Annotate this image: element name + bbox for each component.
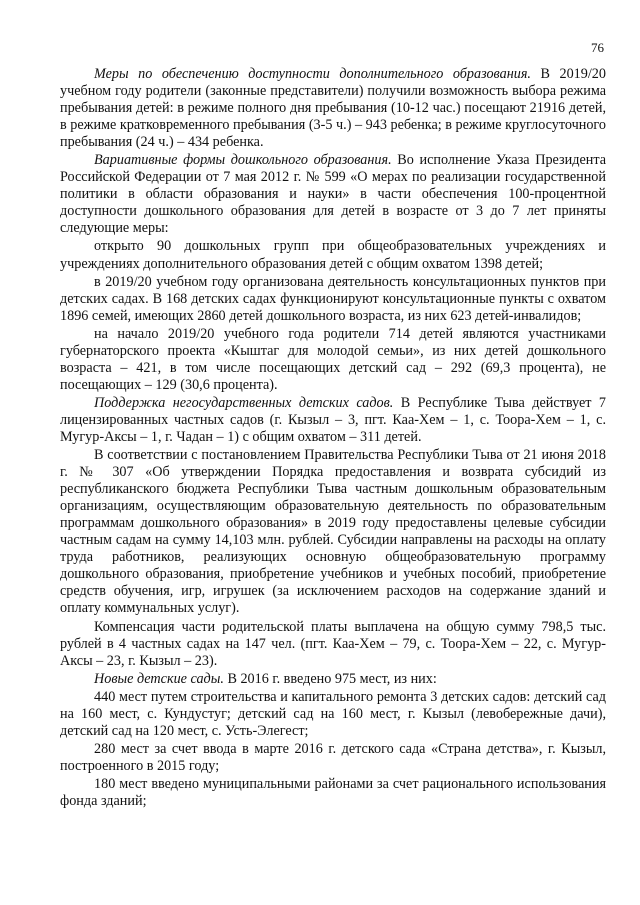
section-heading: Поддержка негосударственных детских садов. [94,394,394,411]
paragraph-text: Компенсация части родительской платы выплачена на общую сумму 798,5 тыс. рублей в 4 частных садах на 147 чел. (пгт. Каа-Хем – 79, с. Тоора-Хем – 22, с. Мугур-Аксы – 23, г. Кызыл – 23). [60,618,606,669]
paragraph-text: Во исполнение Указа Президента Российской Федерации от 7 мая 2012 г. № 599 «О мерах по реализации государственной политики в области образования и науки» в части обеспечения 100-процентной доступности дошкольного образования для детей в возрасте от 3 до 7 лет приняты следующие меры: [60,152,606,237]
paragraph [60,274,606,325]
paragraph [60,671,606,688]
paragraph [60,689,606,740]
paragraph [60,776,606,810]
section-heading: Вариативные формы дошкольного образования. [94,152,392,169]
paragraph [60,741,606,775]
paragraph [60,326,606,394]
paragraph-text: В соответствии с постановлением Правительства Республики Тыва от 21 июня 2018 г. № 307 «Об утверждении Порядка предоставления и возврата субсидий из республиканского бюджета Республики Тыва частным дошкольным образовательным организациям, осуществляющим образовательную деятельность по образовательным программам дошкольного образования» в 2019 году предоставлены целевые субсидии частным садам на сумму 14,103 млн. рублей. Субсидии направлены на расходы на оплату труда работников, реализующих основную общеобразовательную программу дошкольного образования, приобретение учебников и учебных пособий, приобретение средств обучения, игр, игрушек (за исключением расходов на содержание зданий и оплату коммунальных услуг). [60,447,606,617]
document-body [60,66,606,810]
paragraph-text: 180 мест введено муниципальными районами за счет рационального использования фонда зданий; [60,775,606,809]
section-heading: Меры по обеспечению доступности дополнительного образования. [94,66,531,82]
paragraph-text: открыто 90 дошкольных групп при общеобразовательных учреждениях и учреждениях дополнительного образования детей с общим охватом 1398 детей; [60,238,606,272]
paragraph-text: В Республике Тыва действует 7 лицензированных частных садов (г. Кызыл – 3, пгт. Каа-Хем – 1, с. Тоора-Хем – 1, с. Мугур-Аксы – 1, г. Чадан – 1) с общим охватом – 311 детей. [60,394,606,445]
paragraph-text: 440 мест путем строительства и капитального ремонта 3 детских садов: детский сад на 160 мест, с. Кундустуг; детский сад на 160 мест, г. Кызыл (левобережные дачи), детский сад на 120 мест, с. Усть-Элегест; [60,688,606,739]
paragraph [60,619,606,670]
page-number: 76 [591,40,604,55]
paragraph [60,395,606,446]
paragraph-text: в 2019/20 учебном году организована деятельность консультационных пунктов при детских садах. В 168 детских садах функционируют консультационные пункты с охватом 1896 семей, имеющих 2860 детей дошкольного возраста, из них 623 детей-инвалидов; [60,273,606,324]
paragraph [60,447,606,617]
paragraph [60,238,606,272]
paragraph-text: 280 мест за счет ввода в марте 2016 г. детского сада «Страна детства», г. Кызыл, построенного в 2015 году; [60,740,606,774]
paragraph-text: В 2016 г. введено 975 мест, из них: [223,670,437,687]
paragraph-text: В 2019/20 учебном году родители (законные представители) получили возможность выбора режима пребывания детей: в режиме полного дня пребывания (10-12 час.) посещают 21916 детей, в режиме кратковременного пребывания (3-5 ч.) – 943 ребенка; в режиме круглосуточного пребывания (24 ч.) – 434 ребенка. [60,66,606,151]
paragraph-text: на начало 2019/20 учебного года родители 714 детей являются участниками губернаторского проекта «Кыштаг для молодой семьи», из них детей дошкольного возраста – 421, в том числе посещающих детский сад – 292 (69,3 процента), не посещающих – 129 (30,6 процента). [60,325,606,393]
section-heading: Новые детские сады. [94,670,224,687]
paragraph [60,152,606,237]
paragraph [60,66,606,151]
